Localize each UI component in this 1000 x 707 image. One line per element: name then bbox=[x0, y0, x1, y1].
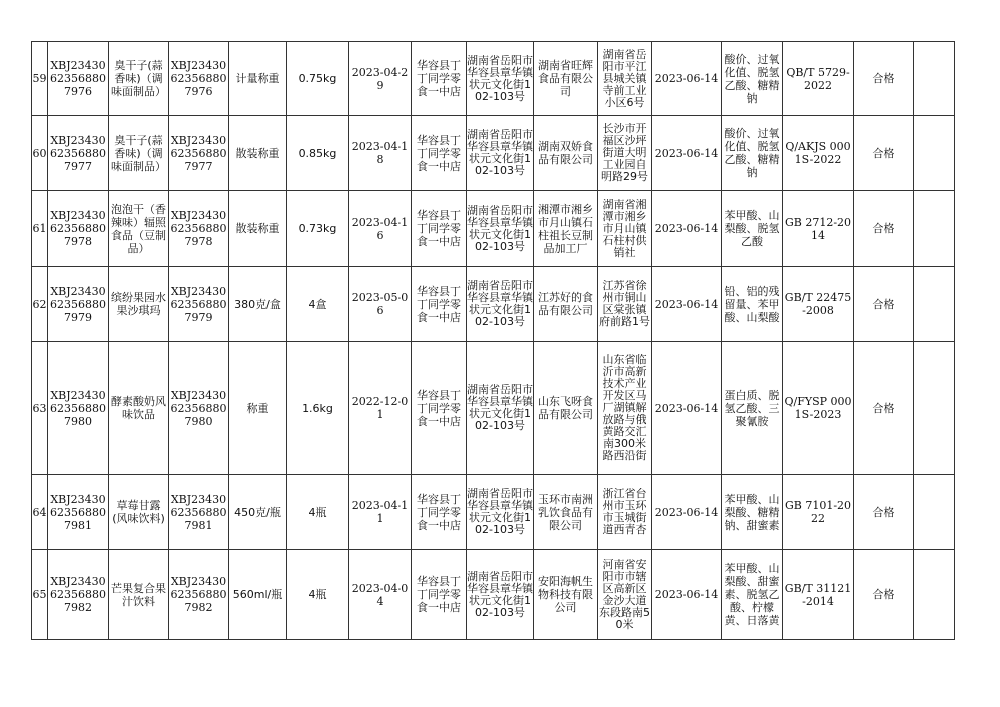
product-name-text: 缤纷果园水果沙琪玛 bbox=[111, 291, 166, 317]
test-date-cell bbox=[652, 42, 722, 116]
table-row bbox=[32, 550, 955, 640]
quantity-cell bbox=[287, 550, 349, 640]
result-text: 合格 bbox=[872, 72, 895, 85]
quantity-text: 4瓶 bbox=[308, 588, 327, 601]
table-row bbox=[32, 342, 955, 475]
standard-cell bbox=[783, 550, 854, 640]
product-name-cell bbox=[109, 267, 169, 342]
seller-address-cell bbox=[467, 342, 534, 475]
sample-number-cell bbox=[48, 42, 109, 116]
sample-number-cell bbox=[48, 342, 109, 475]
manufacturer-address-text: 浙江省台州市玉环市玉城街道西青杏 bbox=[602, 488, 647, 536]
task-number-text: XBJ23430623568807979 bbox=[170, 284, 227, 324]
manufacturer-address-cell bbox=[598, 42, 652, 116]
product-name-cell bbox=[109, 42, 169, 116]
manufacturer-text: 湖南双娇食品有限公司 bbox=[538, 140, 593, 166]
manufacturer-text: 江苏好的食品有限公司 bbox=[538, 291, 593, 317]
product-name-text: 芒果复合果汁饮料 bbox=[111, 581, 166, 608]
production-date-cell bbox=[349, 550, 412, 640]
seller-cell bbox=[412, 550, 467, 640]
row-number-text: 64 bbox=[32, 505, 47, 519]
seller-text: 华容县丁丁同学零食一中店 bbox=[417, 284, 461, 324]
standard-text: QB/T 5729-2022 bbox=[786, 65, 850, 92]
test-items-cell bbox=[722, 475, 783, 550]
seller-cell bbox=[412, 342, 467, 475]
sample-number-cell bbox=[48, 116, 109, 191]
row-number-text: 59 bbox=[32, 72, 47, 85]
spec-text: 称重 bbox=[246, 401, 269, 415]
remarks-cell bbox=[914, 342, 955, 475]
seller-address-cell bbox=[467, 475, 534, 550]
row-number-cell bbox=[32, 191, 48, 267]
manufacturer-cell bbox=[534, 550, 598, 640]
quantity-text: 0.85kg bbox=[298, 146, 337, 160]
manufacturer-text: 湘潭市湘乡市月山镇石柱祖长豆制品加工厂 bbox=[538, 202, 593, 255]
result-text: 合格 bbox=[872, 297, 895, 311]
seller-cell bbox=[412, 267, 467, 342]
task-number-cell bbox=[169, 191, 229, 267]
product-name-cell bbox=[109, 550, 169, 640]
result-text: 合格 bbox=[872, 401, 895, 415]
seller-address-cell bbox=[467, 550, 534, 640]
test-date-text: 2023-06-14 bbox=[654, 297, 719, 311]
spec-cell bbox=[229, 342, 287, 475]
standard-text: GB 7101-2022 bbox=[784, 499, 852, 525]
quantity-cell bbox=[287, 116, 349, 191]
remarks-cell bbox=[914, 191, 955, 267]
test-items-text: 蛋白质、脱氢乙酸、三聚氰胺 bbox=[724, 388, 780, 428]
sample-number-cell bbox=[48, 475, 109, 550]
quantity-cell bbox=[287, 267, 349, 342]
task-number-text: XBJ23430623568807982 bbox=[170, 575, 227, 614]
sample-number-cell bbox=[48, 550, 109, 640]
sample-number-text: XBJ23430623568807981 bbox=[50, 492, 106, 532]
product-name-cell bbox=[109, 475, 169, 550]
manufacturer-address-cell bbox=[598, 267, 652, 342]
quantity-cell bbox=[287, 342, 349, 475]
test-items-text: 铅、铝的残留量、苯甲酸、山梨酸 bbox=[724, 284, 780, 324]
seller-cell bbox=[412, 191, 467, 267]
standard-cell bbox=[783, 116, 854, 191]
row-number-cell bbox=[32, 267, 48, 342]
row-number-cell bbox=[32, 42, 48, 116]
quantity-cell bbox=[287, 191, 349, 267]
manufacturer-address-cell bbox=[598, 475, 652, 550]
seller-text: 华容县丁丁同学零食一中店 bbox=[417, 492, 461, 532]
result-cell bbox=[854, 550, 914, 640]
production-date-cell bbox=[349, 116, 412, 191]
test-items-cell bbox=[722, 42, 783, 116]
quantity-cell bbox=[287, 42, 349, 116]
seller-cell bbox=[412, 42, 467, 116]
result-cell bbox=[854, 191, 914, 267]
task-number-text: XBJ23430623568807976 bbox=[170, 59, 227, 98]
production-date-cell bbox=[349, 342, 412, 475]
seller-text: 华容县丁丁同学零食一中店 bbox=[417, 133, 461, 173]
task-number-cell bbox=[169, 116, 229, 191]
quantity-cell bbox=[287, 475, 349, 550]
product-name-cell bbox=[109, 191, 169, 267]
quantity-text: 0.73kg bbox=[298, 222, 337, 235]
result-text: 合格 bbox=[872, 222, 895, 235]
spec-cell bbox=[229, 42, 287, 116]
product-name-text: 草莓甘露(风味饮料) bbox=[112, 499, 165, 525]
standard-text: Q/FYSP 0001S-2023 bbox=[784, 395, 852, 421]
seller-text: 华容县丁丁同学零食一中店 bbox=[417, 59, 461, 98]
task-number-text: XBJ23430623568807981 bbox=[170, 492, 227, 532]
row-number-cell bbox=[32, 116, 48, 191]
product-name-text: 泡泡干（香辣味）辐照食品（豆制品） bbox=[111, 202, 166, 255]
spec-cell bbox=[229, 475, 287, 550]
task-number-cell bbox=[169, 267, 229, 342]
remarks-cell bbox=[914, 475, 955, 550]
test-items-text: 酸价、过氧化值、脱氢乙酸、糖精钠 bbox=[724, 52, 780, 105]
test-date-text: 2023-06-14 bbox=[654, 588, 719, 601]
spec-text: 散装称重 bbox=[235, 222, 280, 235]
row-number-cell bbox=[32, 342, 48, 475]
remarks-cell bbox=[914, 42, 955, 116]
table-row bbox=[32, 191, 955, 267]
spec-cell bbox=[229, 550, 287, 640]
remarks-cell bbox=[914, 550, 955, 640]
production-date-text: 2023-04-16 bbox=[351, 215, 409, 242]
production-date-text: 2023-04-04 bbox=[351, 581, 409, 608]
manufacturer-address-text: 河南省安阳市市辖区高新区金沙大道东段路南50米 bbox=[599, 558, 650, 631]
sample-number-text: XBJ23430623568807978 bbox=[50, 209, 106, 248]
test-date-text: 2023-06-14 bbox=[654, 72, 719, 85]
spec-cell bbox=[229, 116, 287, 191]
spec-cell bbox=[229, 191, 287, 267]
manufacturer-cell bbox=[534, 267, 598, 342]
seller-address-text: 湖南省岳阳市华容县章华镇状元文化街102-103号 bbox=[467, 54, 533, 103]
result-text: 合格 bbox=[872, 505, 895, 519]
production-date-text: 2022-12-01 bbox=[351, 395, 409, 421]
standard-cell bbox=[783, 342, 854, 475]
test-date-cell bbox=[652, 550, 722, 640]
production-date-text: 2023-04-11 bbox=[351, 499, 409, 525]
spec-text: 散装称重 bbox=[235, 146, 280, 160]
test-items-cell bbox=[722, 191, 783, 267]
production-date-cell bbox=[349, 191, 412, 267]
result-text: 合格 bbox=[872, 588, 895, 601]
sample-number-text: XBJ23430623568807980 bbox=[50, 388, 106, 428]
test-date-cell bbox=[652, 475, 722, 550]
manufacturer-address-cell bbox=[598, 550, 652, 640]
test-items-text: 苯甲酸、山梨酸、脱氢乙酸 bbox=[724, 209, 780, 248]
manufacturer-address-cell bbox=[598, 116, 652, 191]
test-items-cell bbox=[722, 342, 783, 475]
result-cell bbox=[854, 42, 914, 116]
manufacturer-text: 湖南省旺辉食品有限公司 bbox=[538, 59, 593, 98]
product-name-cell bbox=[109, 116, 169, 191]
row-number-text: 60 bbox=[32, 146, 47, 160]
seller-address-cell bbox=[467, 42, 534, 116]
manufacturer-cell bbox=[534, 191, 598, 267]
sample-number-text: XBJ23430623568807979 bbox=[50, 284, 106, 324]
seller-address-cell bbox=[467, 191, 534, 267]
standard-cell bbox=[783, 42, 854, 116]
table-row bbox=[32, 267, 955, 342]
manufacturer-address-text: 江苏省徐州市铜山区棠张镇府前路1号 bbox=[599, 280, 650, 328]
test-items-text: 苯甲酸、山梨酸、甜蜜素、脱氢乙酸、柠檬黄、日落黄 bbox=[724, 562, 780, 627]
test-date-text: 2023-06-14 bbox=[654, 146, 719, 160]
production-date-cell bbox=[349, 267, 412, 342]
task-number-cell bbox=[169, 550, 229, 640]
spec-text: 计量称重 bbox=[235, 72, 280, 85]
manufacturer-text: 玉环市南洲乳饮食品有限公司 bbox=[538, 492, 593, 532]
manufacturer-cell bbox=[534, 42, 598, 116]
manufacturer-address-text: 山东省临沂市高新技术产业开发区马厂湖镇解放路与俄黄路交汇南300米路西沿街 bbox=[602, 354, 647, 462]
manufacturer-text: 安阳海帆生物科技有限公司 bbox=[538, 575, 593, 614]
spec-text: 560ml/瓶 bbox=[232, 588, 283, 601]
seller-address-text: 湖南省岳阳市华容县章华镇状元文化街102-103号 bbox=[467, 488, 533, 536]
quantity-text: 0.75kg bbox=[298, 72, 337, 85]
test-date-cell bbox=[652, 342, 722, 475]
row-number-cell bbox=[32, 475, 48, 550]
production-date-cell bbox=[349, 475, 412, 550]
standard-cell bbox=[783, 267, 854, 342]
row-number-cell bbox=[32, 550, 48, 640]
seller-cell bbox=[412, 116, 467, 191]
production-date-text: 2023-05-06 bbox=[351, 291, 409, 317]
table-row bbox=[32, 475, 955, 550]
manufacturer-text: 山东飞呀食品有限公司 bbox=[538, 395, 593, 421]
test-items-cell bbox=[722, 550, 783, 640]
row-number-text: 61 bbox=[32, 222, 47, 235]
manufacturer-address-cell bbox=[598, 191, 652, 267]
row-number-text: 65 bbox=[32, 588, 47, 601]
manufacturer-address-cell bbox=[598, 342, 652, 475]
test-date-text: 2023-06-14 bbox=[654, 222, 719, 235]
result-cell bbox=[854, 116, 914, 191]
table-row bbox=[32, 42, 955, 116]
table-row bbox=[32, 116, 955, 191]
test-date-cell bbox=[652, 116, 722, 191]
seller-address-text: 湖南省岳阳市华容县章华镇状元文化街102-103号 bbox=[467, 280, 533, 328]
sample-number-text: XBJ23430623568807977 bbox=[50, 133, 106, 173]
product-name-text: 臭干子(蒜香味)（调味面制品） bbox=[111, 133, 166, 173]
result-cell bbox=[854, 267, 914, 342]
inspection-results-table bbox=[31, 41, 955, 640]
standard-cell bbox=[783, 191, 854, 267]
manufacturer-cell bbox=[534, 342, 598, 475]
product-name-cell bbox=[109, 342, 169, 475]
spec-cell bbox=[229, 267, 287, 342]
standard-cell bbox=[783, 475, 854, 550]
manufacturer-address-text: 湖南省湘潭市湘乡市月山镇石柱村供销社 bbox=[602, 198, 647, 259]
task-number-cell bbox=[169, 42, 229, 116]
task-number-cell bbox=[169, 342, 229, 475]
spec-text: 380克/盒 bbox=[234, 297, 281, 311]
sample-number-text: XBJ23430623568807982 bbox=[50, 575, 106, 614]
seller-address-text: 湖南省岳阳市华容县章华镇状元文化街102-103号 bbox=[467, 570, 533, 619]
task-number-text: XBJ23430623568807977 bbox=[170, 133, 227, 173]
test-items-text: 酸价、过氧化值、脱氢乙酸、糖精钠 bbox=[724, 127, 780, 179]
task-number-text: XBJ23430623568807980 bbox=[170, 388, 227, 428]
remarks-cell bbox=[914, 267, 955, 342]
result-cell bbox=[854, 342, 914, 475]
seller-text: 华容县丁丁同学零食一中店 bbox=[417, 575, 461, 614]
row-number-text: 63 bbox=[32, 401, 47, 415]
remarks-cell bbox=[914, 116, 955, 191]
production-date-text: 2023-04-18 bbox=[351, 140, 409, 166]
manufacturer-cell bbox=[534, 475, 598, 550]
sample-number-text: XBJ23430623568807976 bbox=[50, 59, 106, 98]
spec-text: 450克/瓶 bbox=[234, 505, 281, 519]
seller-address-text: 湖南省岳阳市华容县章华镇状元文化街102-103号 bbox=[467, 384, 533, 432]
test-date-text: 2023-06-14 bbox=[654, 401, 719, 415]
product-name-text: 臭干子(蒜香味)（调味面制品） bbox=[111, 59, 166, 98]
production-date-cell bbox=[349, 42, 412, 116]
product-name-text: 酵素酸奶风味饮品 bbox=[111, 395, 166, 421]
sample-number-cell bbox=[48, 267, 109, 342]
manufacturer-address-text: 湖南省岳阳市平江县城关镇寺前工业小区6号 bbox=[602, 48, 647, 109]
production-date-text: 2023-04-29 bbox=[351, 65, 409, 92]
seller-text: 华容县丁丁同学零食一中店 bbox=[417, 209, 461, 248]
row-number-text: 62 bbox=[32, 297, 47, 311]
task-number-cell bbox=[169, 475, 229, 550]
test-date-cell bbox=[652, 267, 722, 342]
quantity-text: 1.6kg bbox=[302, 401, 333, 415]
sample-number-cell bbox=[48, 191, 109, 267]
standard-text: Q/AKJS 0001S-2022 bbox=[785, 140, 851, 166]
quantity-text: 4盒 bbox=[308, 297, 327, 311]
seller-address-text: 湖南省岳阳市华容县章华镇状元文化街102-103号 bbox=[467, 129, 533, 177]
seller-text: 华容县丁丁同学零食一中店 bbox=[417, 388, 461, 428]
standard-text: GB/T 22475-2008 bbox=[784, 291, 852, 317]
result-text: 合格 bbox=[872, 146, 895, 160]
task-number-text: XBJ23430623568807978 bbox=[170, 209, 227, 248]
result-cell bbox=[854, 475, 914, 550]
test-items-cell bbox=[722, 116, 783, 191]
standard-text: GB 2712-2014 bbox=[784, 215, 852, 242]
standard-text: GB/T 31121-2014 bbox=[784, 581, 852, 608]
test-items-text: 苯甲酸、山梨酸、糖精钠、甜蜜素 bbox=[724, 492, 780, 532]
quantity-text: 4瓶 bbox=[308, 505, 327, 519]
seller-address-cell bbox=[467, 267, 534, 342]
seller-address-text: 湖南省岳阳市华容县章华镇状元文化街102-103号 bbox=[467, 204, 533, 253]
seller-address-cell bbox=[467, 116, 534, 191]
manufacturer-cell bbox=[534, 116, 598, 191]
test-date-cell bbox=[652, 191, 722, 267]
test-date-text: 2023-06-14 bbox=[654, 505, 719, 519]
test-items-cell bbox=[722, 267, 783, 342]
manufacturer-address-text: 长沙市开福区沙坪街道大明工业园自明路29号 bbox=[601, 123, 648, 183]
seller-cell bbox=[412, 475, 467, 550]
